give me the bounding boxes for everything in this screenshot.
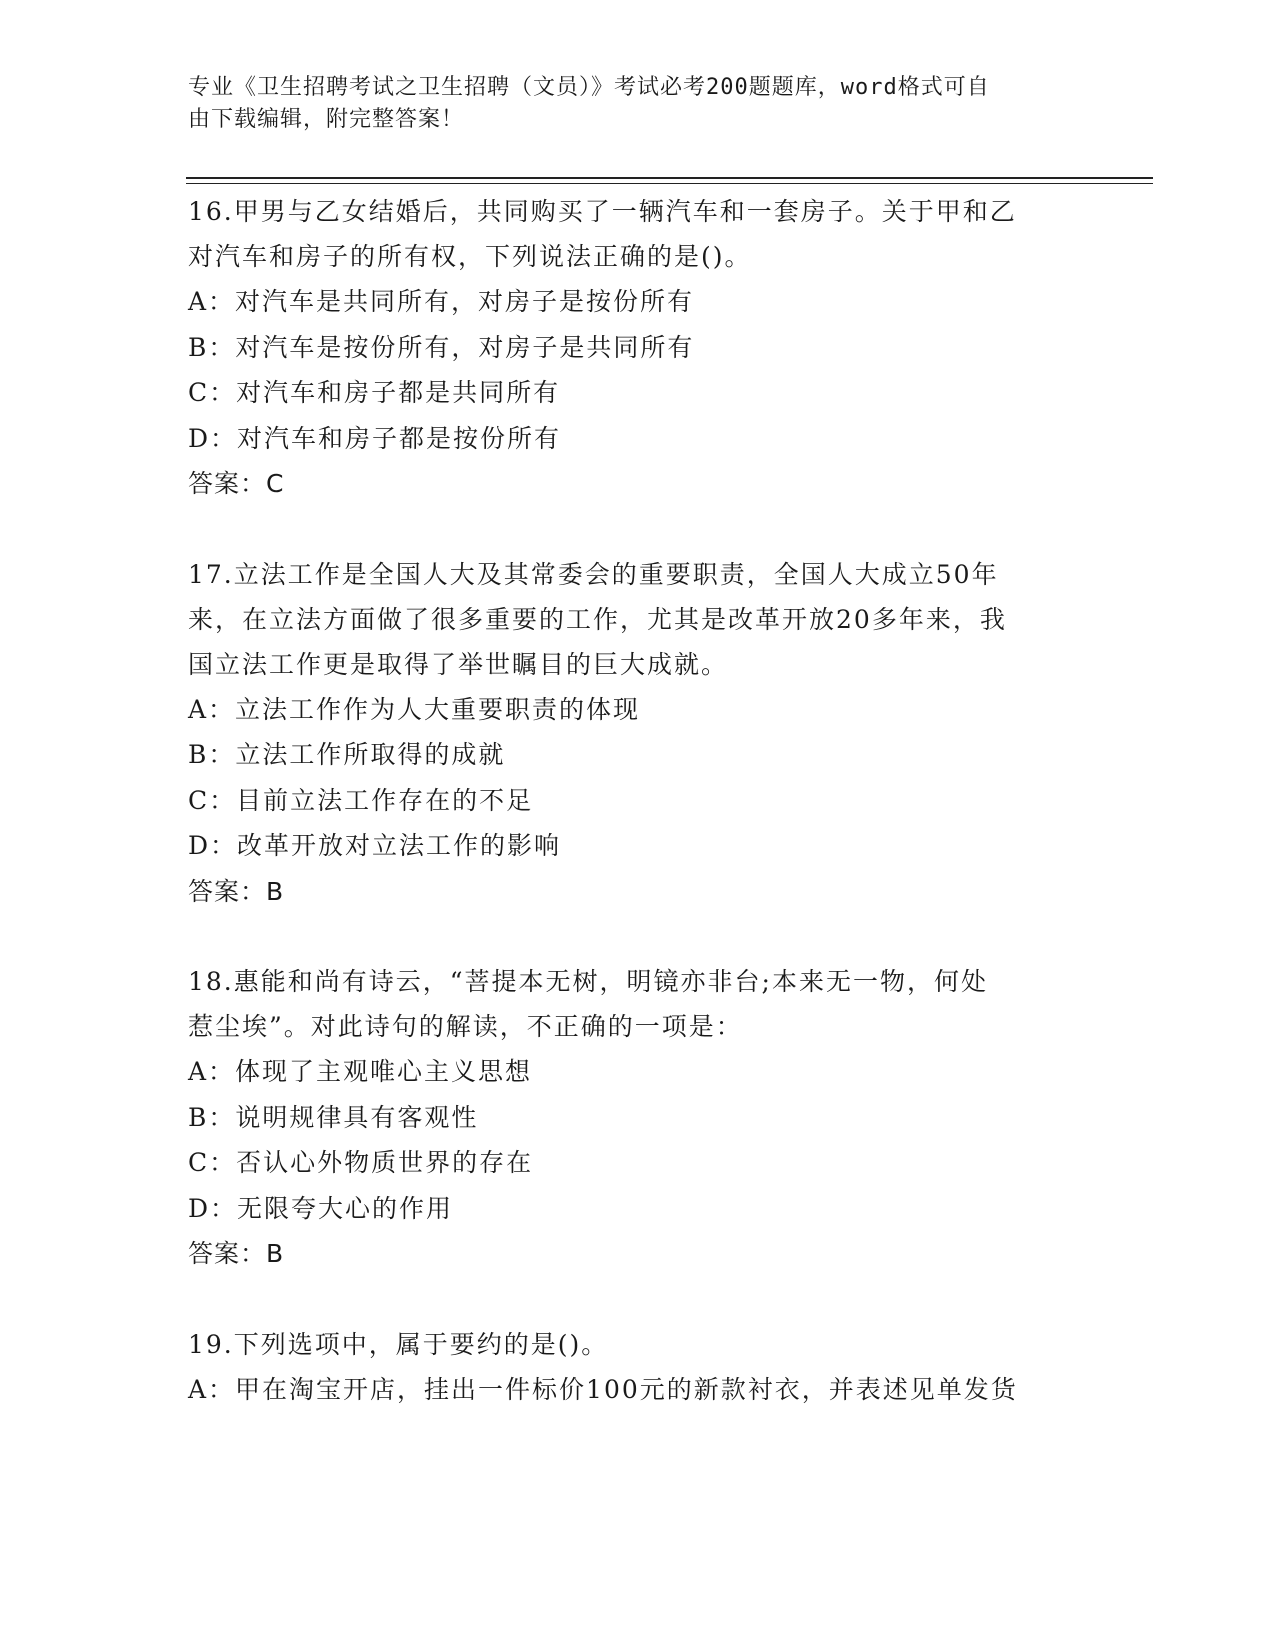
stem-line: 17.立法工作是全国人大及其常委会的重要职责，全国人大成立50年 xyxy=(188,559,999,589)
question-stem xyxy=(188,552,1088,687)
header-divider-thick xyxy=(186,177,1153,179)
stem-line: 19.下列选项中，属于要约的是()。 xyxy=(188,1329,609,1359)
option-a: A：立法工作作为人大重要职责的体现 xyxy=(188,694,641,724)
document-header xyxy=(188,72,1068,136)
question-18 xyxy=(188,959,1088,1277)
option-d: D：对汽车和房子都是按份所有 xyxy=(188,423,562,453)
question-list xyxy=(188,189,1088,1457)
option-c: C：目前立法工作存在的不足 xyxy=(188,785,534,815)
question-19 xyxy=(188,1322,1088,1413)
option-a: A：甲在淘宝开店，挂出一件标价100元的新款衬衣，并表述见单发货 xyxy=(188,1374,1018,1404)
stem-line: 国立法工作更是取得了举世瞩目的巨大成就。 xyxy=(188,649,729,679)
header-divider-thin xyxy=(186,183,1153,184)
question-17 xyxy=(188,552,1088,915)
stem-line: 惹尘埃”。对此诗句的解读，不正确的一项是： xyxy=(188,1012,743,1041)
option-d: D：无限夸大心的作用 xyxy=(188,1193,454,1223)
question-16 xyxy=(188,189,1088,507)
stem-line: 来，在立法方面做了很多重要的工作，尤其是改革开放20多年来，我 xyxy=(188,604,1007,634)
option-a: A：对汽车是共同所有，对房子是按份所有 xyxy=(188,287,695,316)
header-line-1: 专业《卫生招聘考试之卫生招聘（文员）》考试必考200题题库，word格式可自 xyxy=(188,75,990,100)
header-line-2: 由下载编辑，附完整答案！ xyxy=(188,107,465,132)
option-a: A：体现了主观唯心主义思想 xyxy=(188,1057,533,1086)
option-c: C：否认心外物质世界的存在 xyxy=(188,1148,534,1177)
stem-line: 18.惠能和尚有诗云，“菩提本无树，明镜亦非台;本来无一物，何处 xyxy=(188,967,988,996)
answer-line: 答案：C xyxy=(188,469,285,498)
stem-line: 16.甲男与乙女结婚后，共同购买了一辆汽车和一套房子。关于甲和乙 xyxy=(188,197,1017,226)
question-stem xyxy=(188,189,1088,279)
answer-line: 答案：B xyxy=(188,1239,285,1268)
option-d: D：改革开放对立法工作的影响 xyxy=(188,831,562,860)
option-b: B：对汽车是按份所有，对房子是共同所有 xyxy=(188,332,695,362)
question-stem xyxy=(188,1322,1088,1367)
option-b: B：说明规律具有客观性 xyxy=(188,1102,479,1132)
option-c: C：对汽车和房子都是共同所有 xyxy=(188,378,561,407)
question-stem xyxy=(188,959,1088,1049)
stem-line: 对汽车和房子的所有权，下列说法正确的是()。 xyxy=(188,242,752,271)
answer-line: 答案：B xyxy=(188,876,285,906)
option-b: B：立法工作所取得的成就 xyxy=(188,740,506,769)
